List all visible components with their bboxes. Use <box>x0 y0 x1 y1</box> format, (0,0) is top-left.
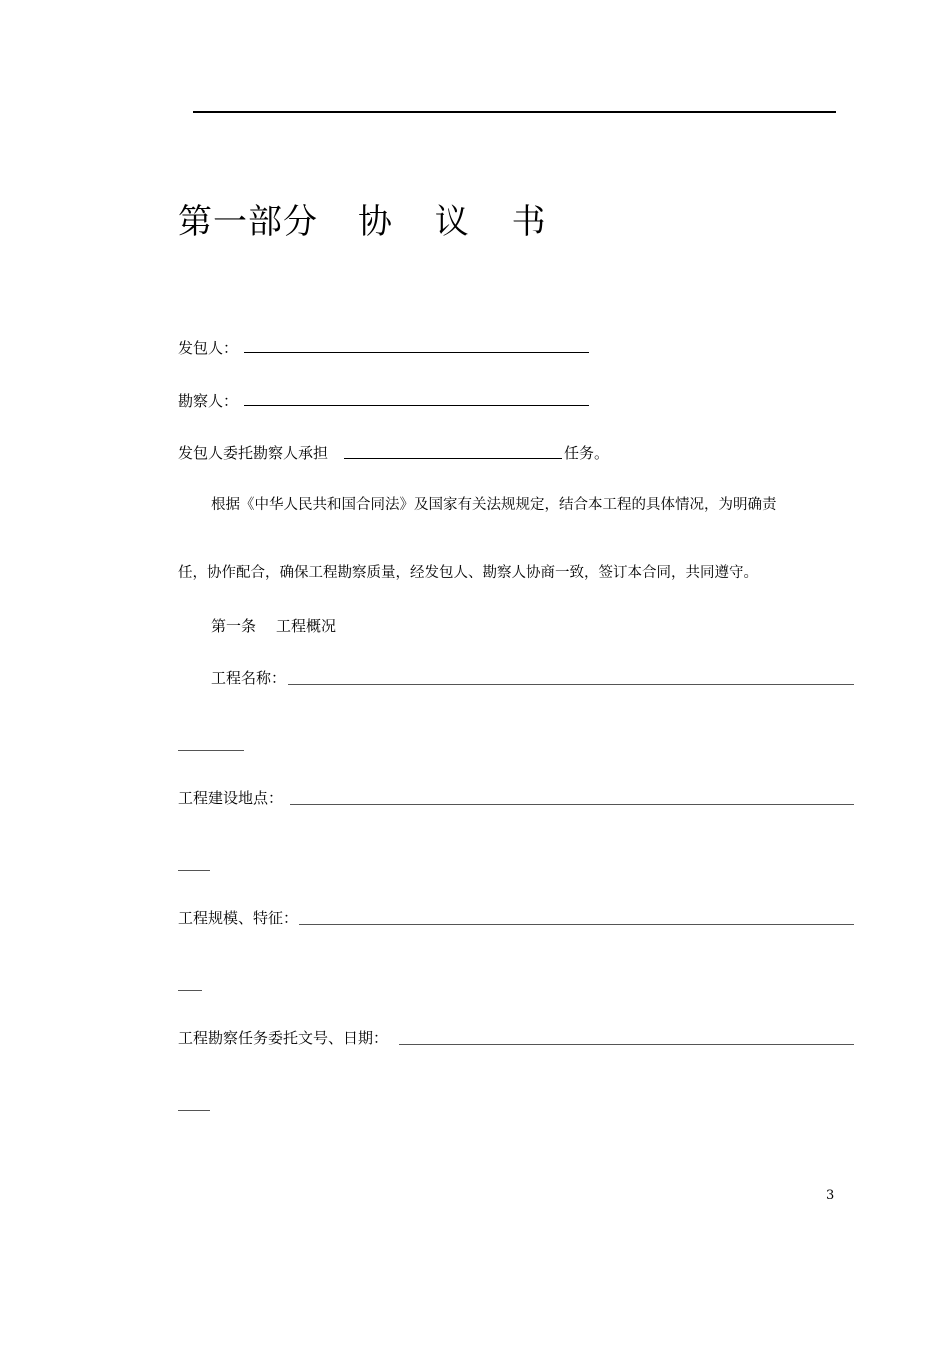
page-number: 3 <box>826 1188 835 1203</box>
task-suffix: 任务。 <box>564 444 610 462</box>
project-name-label: 工程名称： <box>211 669 287 687</box>
commission-label: 工程勘察任务委托文号、日期： <box>178 1029 389 1047</box>
title-name: 协 议 书 <box>358 202 562 242</box>
task-blank[interactable] <box>344 458 562 459</box>
commission-blank[interactable] <box>399 1044 854 1045</box>
surveyor-label: 勘察人： <box>178 392 239 410</box>
commission-blank-continuation[interactable] <box>178 1110 210 1111</box>
employer-label: 发包人： <box>178 339 239 357</box>
article-1-heading <box>211 615 336 637</box>
paragraph-line-2: 任，协作配合，确保工程勘察质量，经发包人、勘察人协商一致，签订本合同，共同遵守。 <box>178 565 758 581</box>
task-prefix: 发包人委托勘察人承担 <box>178 444 329 462</box>
paragraph-line-1: 根据《中华人民共和国合同法》及国家有关法规规定，结合本工程的具体情况，为明确责 <box>211 497 777 513</box>
article-1-title: 工程概况 <box>276 617 337 635</box>
page-title <box>178 200 562 244</box>
project-scale-blank-continuation[interactable] <box>178 990 202 991</box>
employer-blank[interactable] <box>244 352 589 353</box>
surveyor-blank[interactable] <box>244 405 589 406</box>
header-rule <box>193 111 836 113</box>
title-part: 第一部分 <box>178 202 318 242</box>
project-scale-label: 工程规模、特征： <box>178 909 299 927</box>
project-location-blank[interactable] <box>290 804 854 805</box>
project-location-label: 工程建设地点： <box>178 789 284 807</box>
project-location-blank-continuation[interactable] <box>178 870 210 871</box>
project-scale-blank[interactable] <box>299 924 854 925</box>
project-name-blank-continuation[interactable] <box>178 750 244 751</box>
project-name-blank[interactable] <box>288 684 854 685</box>
article-1-number: 第一条 <box>211 617 257 635</box>
